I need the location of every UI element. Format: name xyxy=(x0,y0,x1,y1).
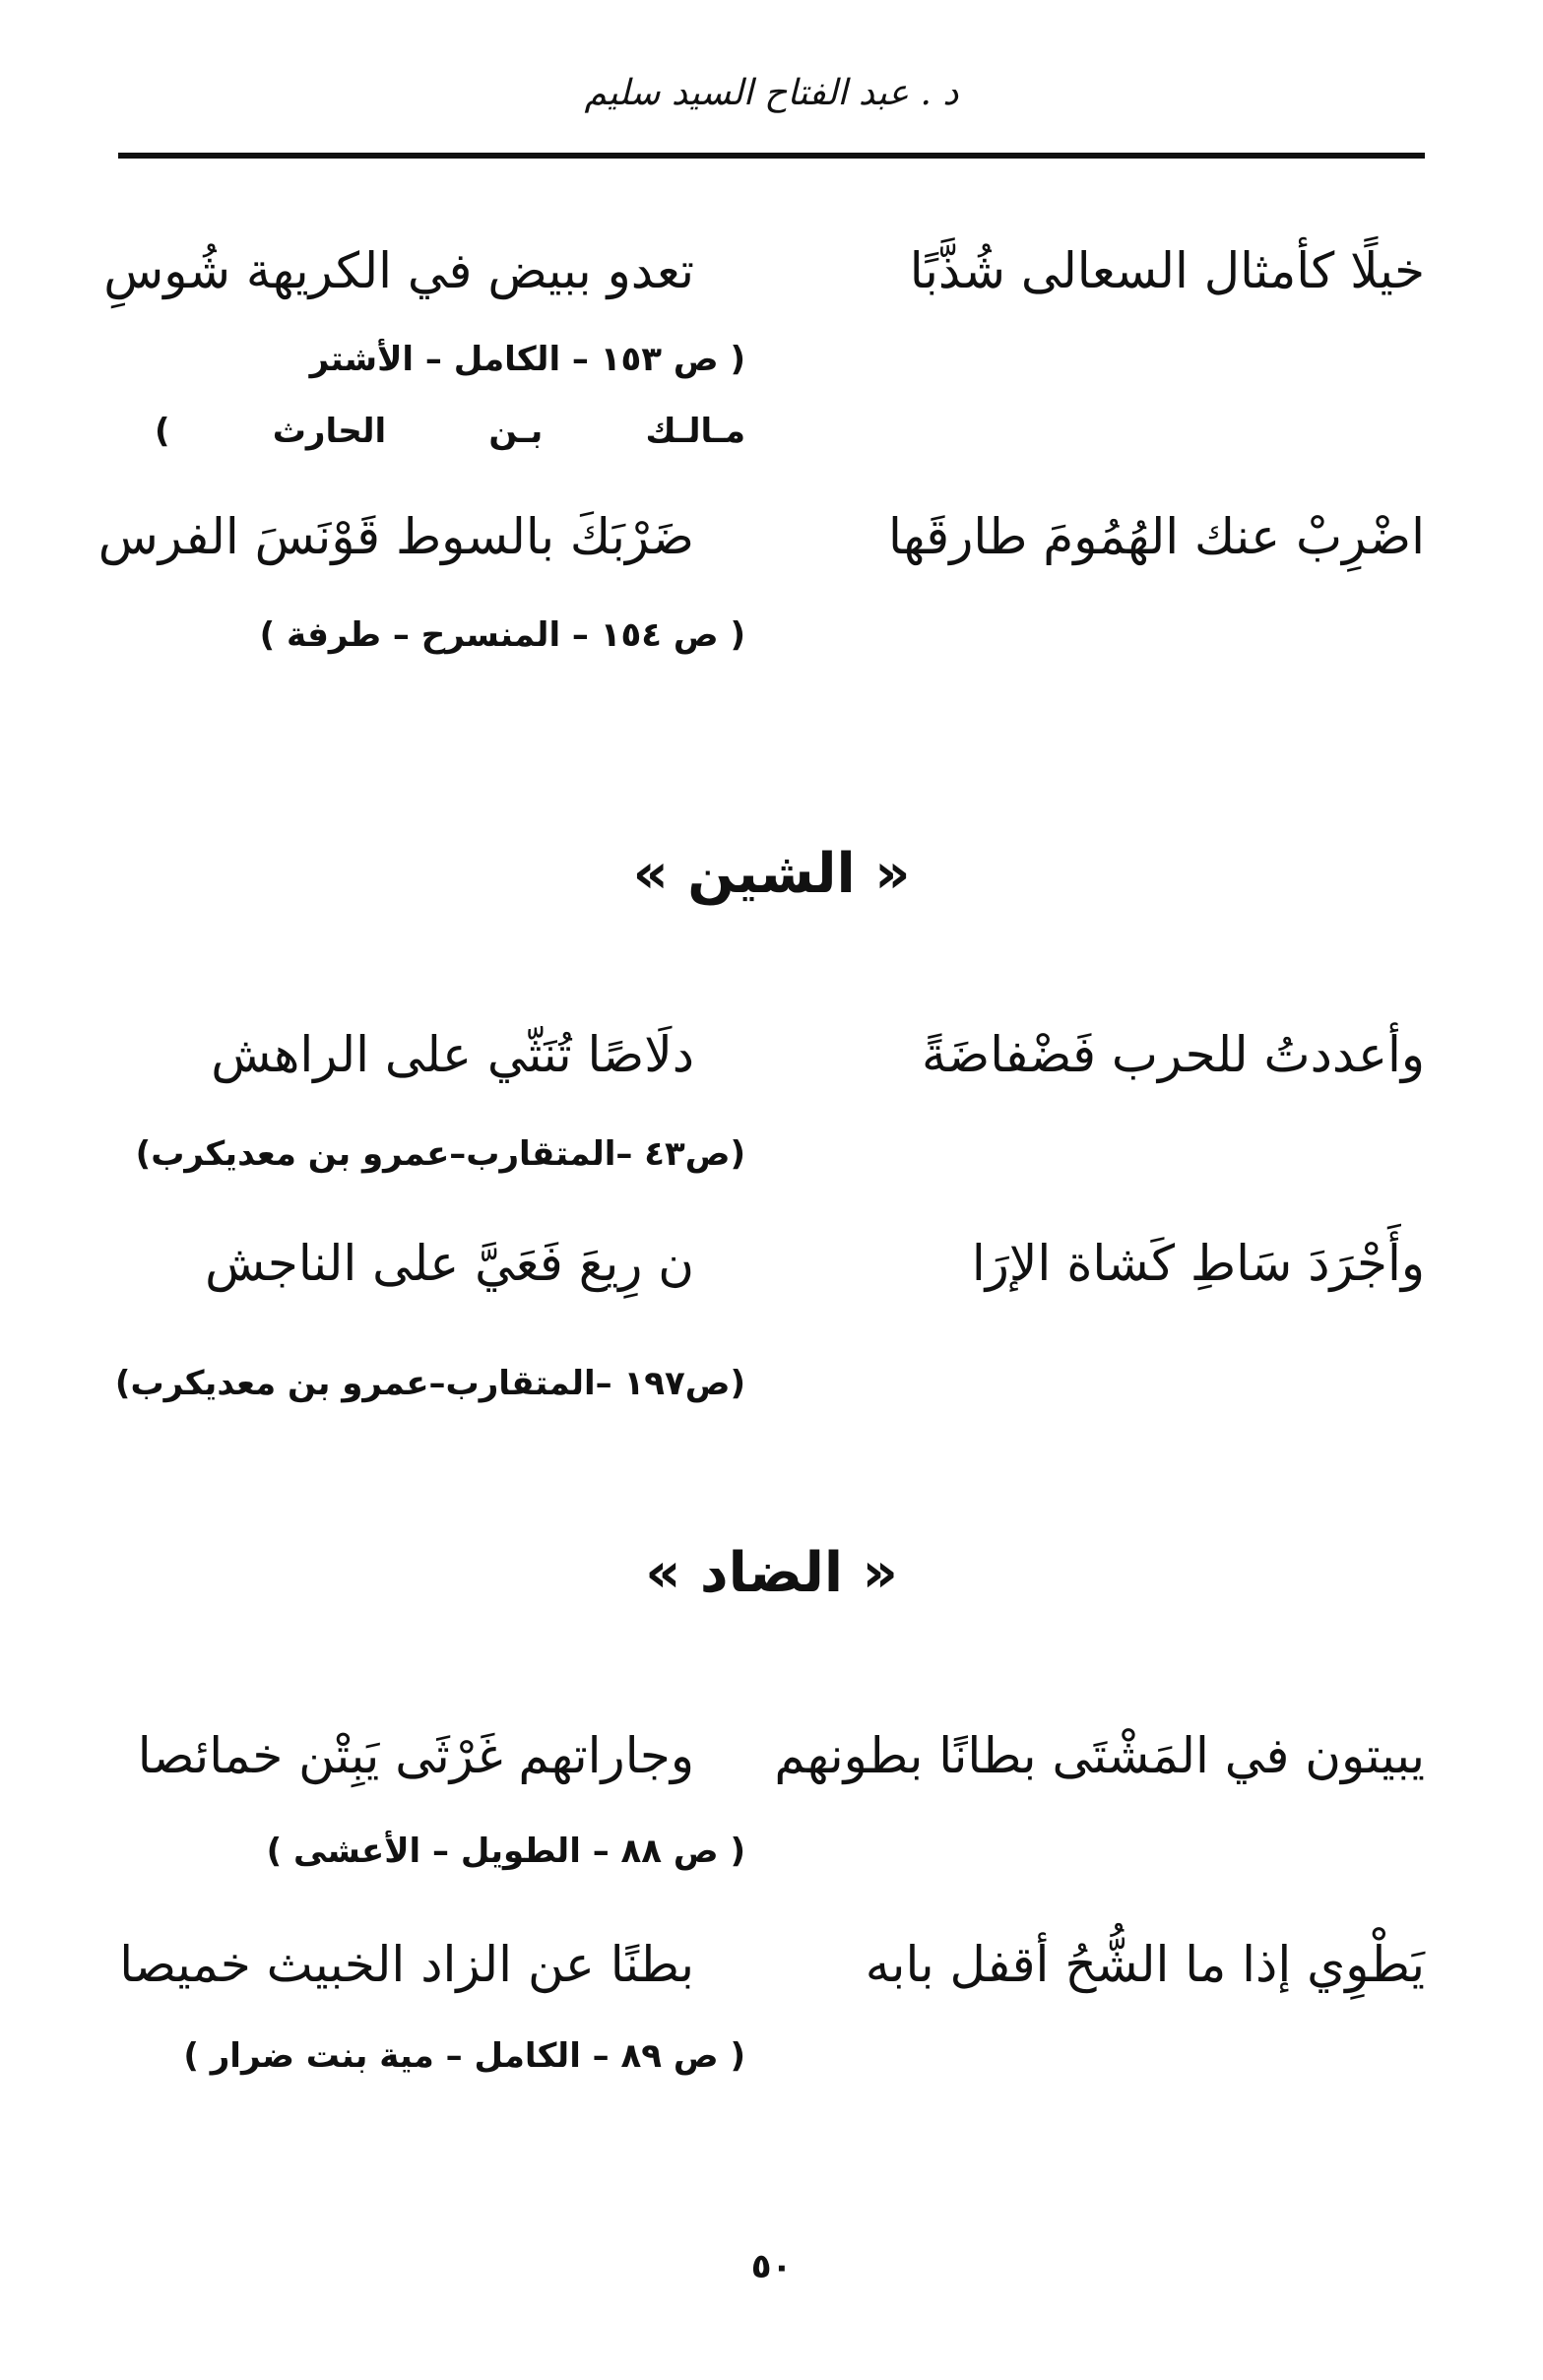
verse-citation: (ص١٩٧ –المتقارب–عمرو بن معديكرب) xyxy=(114,1364,745,1403)
first-hemistich: يبيتون في المَشْتَى بطانًا بطونهم xyxy=(774,1727,1425,1784)
verse-line xyxy=(97,492,1425,581)
second-hemistich: بطنًا عن الزاد الخبيث خميصا xyxy=(119,1936,694,1993)
verse-line xyxy=(118,1219,1425,1308)
second-hemistich: ضَرْبَكَ بالسوط قَوْنَسَ الفرس xyxy=(97,508,694,565)
verse-line xyxy=(118,1010,1425,1099)
page-number: ٥٠ xyxy=(750,2247,793,2286)
first-hemistich: وأَجْرَدَ سَاطِ كَشاة الإرَا xyxy=(971,1235,1425,1292)
verse-citation: ( ص ١٥٣ – الكامل – الأشتر xyxy=(309,340,745,379)
second-hemistich: دلَاصًا تُنَثّي على الراهش xyxy=(211,1026,694,1083)
header-rule xyxy=(118,153,1425,159)
first-hemistich: يَطْوِي إذا ما الشُّحُ أقفل بابه xyxy=(865,1936,1425,1993)
section-title-dad: « الضاد » xyxy=(645,1541,898,1605)
first-hemistich: خيلًا كأمثال السعالى شُذَّبًا xyxy=(909,242,1425,299)
second-hemistich: وجاراتهم غَرْثَى يَبِتْن خمائصا xyxy=(137,1727,694,1784)
second-hemistich: ن رِيعَ فَعَيَّ على الناجش xyxy=(205,1235,694,1292)
verse-line xyxy=(118,1920,1425,2009)
verse-citation: ( ص ١٥٤ – المنسرح – طرفة ) xyxy=(259,615,745,655)
verse-citation: (ص٤٣ –المتقارب–عمرو بن معديكرب) xyxy=(135,1134,745,1174)
verse-citation-continued: مـالـك بـن الحارث ) xyxy=(155,412,745,451)
verse-line xyxy=(103,226,1425,315)
first-hemistich: اضْرِبْ عنك الهُمُومَ طارقَها xyxy=(888,508,1425,565)
verse-line xyxy=(118,1711,1425,1800)
first-hemistich: وأعددتُ للحرب فَضْفاضَةً xyxy=(921,1026,1425,1083)
second-hemistich: تعدو ببيض في الكريهة شُوسِ xyxy=(103,242,694,299)
section-title-shin: « الشين » xyxy=(632,842,911,906)
verse-citation: ( ص ٨٨ – الطويل – الأعشى ) xyxy=(266,1832,745,1871)
verse-citation: ( ص ٨٩ – الكامل – مية بنت ضرار ) xyxy=(183,2036,745,2076)
running-header: د . عبد الفتاح السيد سليم xyxy=(584,73,959,113)
